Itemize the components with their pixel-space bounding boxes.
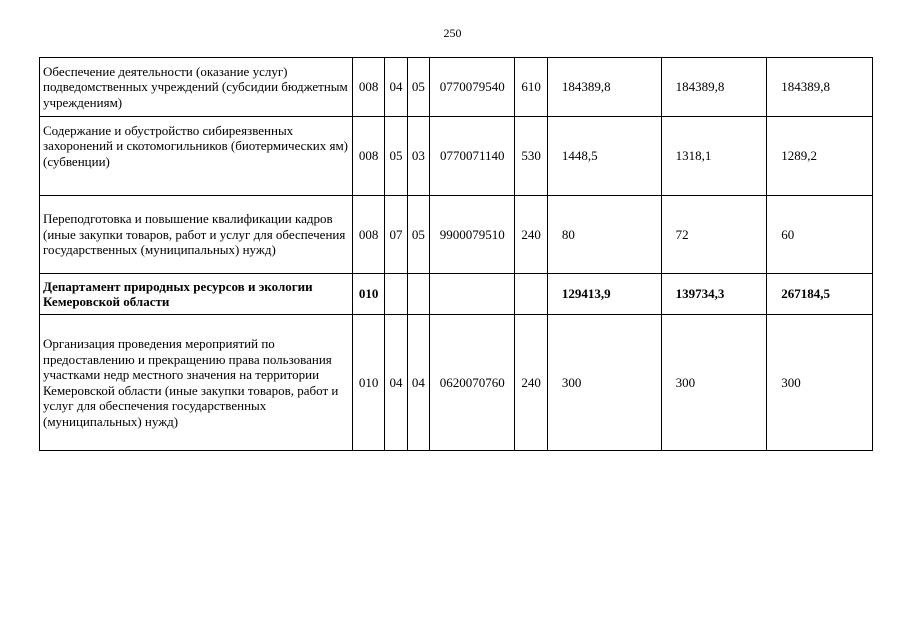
target-article-code: 9900079510	[430, 196, 515, 274]
amount-year-1: 184389,8	[547, 58, 661, 117]
section-code	[385, 274, 407, 315]
row-description: Организация проведения мероприятий по предоставлению и прекращению права пользования участками недр местного значения на территории Кемеровской области (иные закупки товаров, работ и услуг для обеспечения государственных (муниципальных) нужд)	[40, 315, 353, 451]
ministry-code: 008	[352, 58, 385, 117]
amount-year-3: 300	[767, 315, 873, 451]
expense-type-code: 610	[515, 58, 548, 117]
table-row	[40, 196, 873, 274]
ministry-code: 008	[352, 117, 385, 196]
amount-year-1: 129413,9	[547, 274, 661, 315]
subsection-code: 04	[407, 315, 429, 451]
table-row	[40, 58, 873, 117]
table-row	[40, 315, 873, 451]
amount-year-2: 72	[661, 196, 767, 274]
amount-year-2: 184389,8	[661, 58, 767, 117]
row-description: Обеспечение деятельности (оказание услуг) подведомственных учреждений (субсидии бюджетным учреждениям)	[40, 58, 353, 117]
amount-year-2: 300	[661, 315, 767, 451]
section-code: 05	[385, 117, 407, 196]
row-description-text: Содержание и обустройство сибиреязвенных захоронений и скотомогильников (биотермических ям) (субвенции)	[43, 122, 348, 169]
target-article-code: 0770071140	[430, 117, 515, 196]
table-row-department	[40, 274, 873, 315]
target-article-code: 0770079540	[430, 58, 515, 117]
section-code: 07	[385, 196, 407, 274]
expense-type-code: 240	[515, 315, 548, 451]
section-code: 04	[385, 58, 407, 117]
ministry-code: 010	[352, 315, 385, 451]
subsection-code	[407, 274, 429, 315]
table-row	[40, 117, 873, 196]
budget-table	[39, 57, 873, 451]
row-description: Переподготовка и повышение квалификации кадров (иные закупки товаров, работ и услуг для обеспечения государственных (муниципальных) нужд)	[40, 196, 353, 274]
amount-year-1: 80	[547, 196, 661, 274]
amount-year-3: 60	[767, 196, 873, 274]
amount-year-3: 1289,2	[767, 117, 873, 196]
subsection-code: 05	[407, 196, 429, 274]
subsection-code: 03	[407, 117, 429, 196]
row-description	[40, 117, 353, 196]
amount-year-3: 267184,5	[767, 274, 873, 315]
expense-type-code: 240	[515, 196, 548, 274]
expense-type-code	[515, 274, 548, 315]
subsection-code: 05	[407, 58, 429, 117]
amount-year-3: 184389,8	[767, 58, 873, 117]
section-code: 04	[385, 315, 407, 451]
target-article-code	[430, 274, 515, 315]
amount-year-1: 1448,5	[547, 117, 661, 196]
department-name: Департамент природных ресурсов и экологии Кемеровской области	[40, 274, 353, 315]
ministry-code: 008	[352, 196, 385, 274]
amount-year-2: 139734,3	[661, 274, 767, 315]
page-number: 250	[443, 26, 462, 40]
amount-year-1: 300	[547, 315, 661, 451]
amount-year-2: 1318,1	[661, 117, 767, 196]
target-article-code: 0620070760	[430, 315, 515, 451]
expense-type-code: 530	[515, 117, 548, 196]
ministry-code: 010	[352, 274, 385, 315]
